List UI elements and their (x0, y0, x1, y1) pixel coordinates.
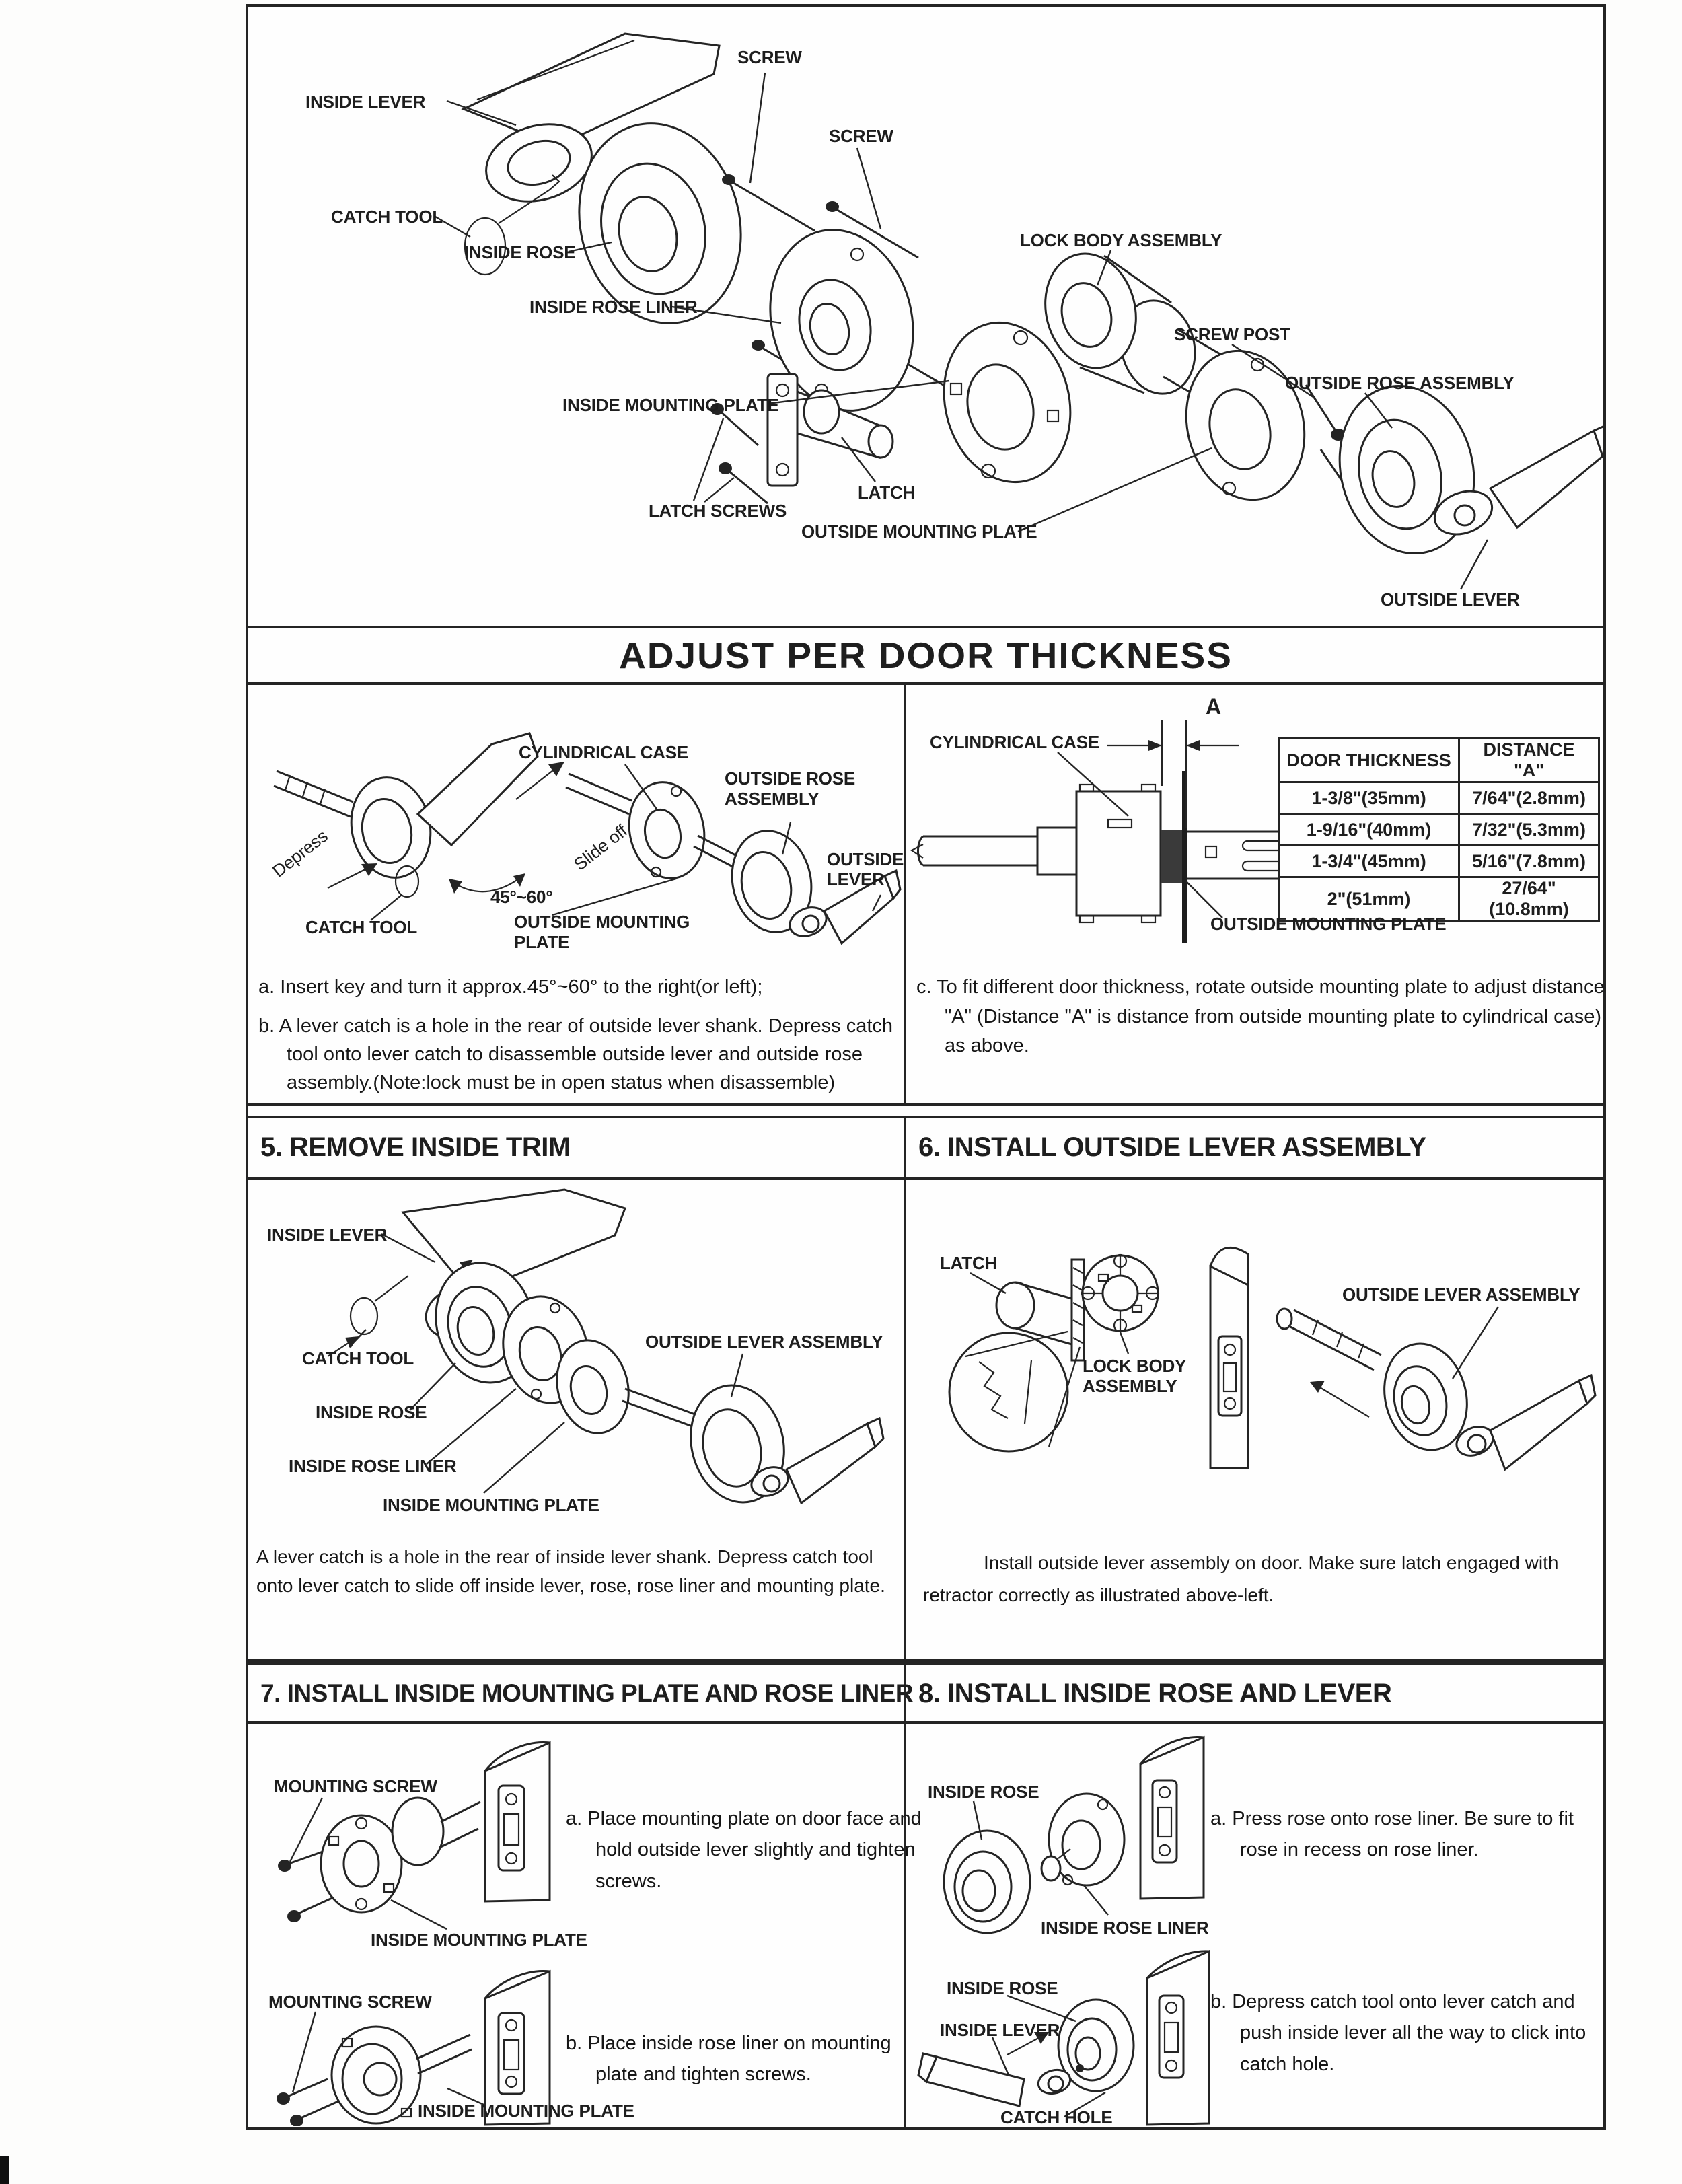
label-lock-body-assembly-s6: LOCK BODY ASSEMBLY (1083, 1356, 1186, 1396)
label-catch-hole-8b: CATCH HOLE (1000, 2107, 1113, 2127)
content-row-5-6 (248, 1180, 1603, 1662)
table-row (1279, 782, 1599, 814)
slide-off-annotation: Slide off (570, 820, 631, 875)
thickness-cell: 1-3/4"(45mm) (1279, 846, 1459, 877)
thickness-cell: 1-3/8"(35mm) (1279, 782, 1459, 814)
adjust-right-column (906, 685, 1605, 1103)
adjust-step-a: a. Insert key and turn it approx.45°~60° to the right(or left); (258, 976, 763, 998)
latch-screws-drawing (710, 403, 768, 503)
adjust-step-c: c. To fit different door thickness, rotate outside mounting plate to adjust distance "A" (Distance "A" is distance from outside mounting plate to cylindrical case) as above. (916, 976, 1605, 1056)
label-catch-tool-adjust: CATCH TOOL (305, 917, 418, 937)
label-inside-rose-liner-8a: INSIDE ROSE LINER (1041, 1918, 1209, 1938)
label-mounting-screw-7b: MOUNTING SCREW (268, 1992, 432, 2012)
label-inside-rose: INSIDE ROSE (464, 242, 576, 262)
label-inside-lever-8b: INSIDE LEVER (940, 2020, 1060, 2040)
label-outside-mounting-plate: OUTSIDE MOUNTING PLATE (801, 521, 1037, 542)
outside-rose-drawing (1322, 371, 1491, 568)
header-row-5-6 (248, 1116, 1603, 1180)
label-screw-post: SCREW POST (1174, 324, 1290, 344)
adjust-title-band (248, 628, 1603, 685)
outside-lever-assembly-drawing (1277, 1309, 1595, 1469)
label-catch-tool: CATCH TOOL (331, 207, 443, 227)
label-outside-rose-assembly: OUTSIDE ROSE ASSEMBLY (1285, 373, 1514, 393)
label-outside-mounting-plate-side: OUTSIDE MOUNTING PLATE (1210, 914, 1447, 934)
label-outside-mounting-plate-adjust: OUTSIDE MOUNTING PLATE (514, 912, 690, 952)
distance-cell: 7/64"(2.8mm) (1459, 782, 1599, 814)
label-inside-mounting-plate-7a: INSIDE MOUNTING PLATE (371, 1930, 587, 1950)
label-inside-mounting-plate: INSIDE MOUNTING PLATE (562, 395, 779, 415)
scan-artifact-mark (0, 2156, 9, 2184)
table-row (1279, 846, 1599, 877)
angle-annotation: 45°~60° (490, 887, 553, 907)
label-outside-lever-assembly-s6: OUTSIDE LEVER ASSEMBLY (1342, 1284, 1580, 1305)
table-header-door-thickness: DOOR THICKNESS (1279, 739, 1459, 782)
section5-header (248, 1118, 904, 1177)
label-latch-s6: LATCH (940, 1253, 998, 1273)
label-latch-screws: LATCH SCREWS (649, 501, 787, 521)
section7-step-a-text: a. Place mounting plate on door face and hold outside lever slightly and tighten screws. (566, 1808, 922, 1892)
distance-cell: 27/64"(10.8mm) (1459, 877, 1599, 921)
section8-content (906, 1724, 1601, 2127)
label-inside-mounting-plate-s5: INSIDE MOUNTING PLATE (383, 1495, 599, 1515)
adjust-section (248, 685, 1603, 1106)
label-latch: LATCH (858, 482, 916, 503)
step8a-drawing (944, 1737, 1204, 1933)
header-row-7-8 (248, 1662, 1603, 1724)
table-header-distance-a: DISTANCE "A" (1459, 739, 1599, 782)
label-dim-a: A (1206, 694, 1221, 719)
content-row-7-8 (248, 1724, 1603, 2127)
section6-body: Install outside lever assembly on door. Make sure latch engaged with retractor correctly as illustrated above-left. (923, 1552, 1559, 1605)
table-row (1279, 814, 1599, 846)
section8-header (906, 1665, 1601, 1721)
section6-title: 6. INSTALL OUTSIDE LEVER ASSEMBLY (918, 1132, 1426, 1162)
section6-content (906, 1180, 1601, 1659)
label-inside-rose-liner: INSIDE ROSE LINER (529, 297, 698, 317)
section7-title: 7. INSTALL INSIDE MOUNTING PLATE AND ROSE LINER (260, 1679, 914, 1707)
adjust-step-b: b. A lever catch is a hole in the rear of outside lever shank. Depress catch tool onto lever catch to disassemble outside lever and outside rose assembly.(Note:lock must be in open status when disassemble) (258, 1015, 893, 1094)
thickness-cell: 2"(51mm) (1279, 877, 1459, 921)
thickness-cell: 1-9/16"(40mm) (1279, 814, 1459, 846)
step7a-drawing (278, 1742, 550, 1922)
label-screw-right: SCREW (829, 126, 893, 146)
label-outside-lever-assembly-s5: OUTSIDE LEVER ASSEMBLY (645, 1332, 883, 1352)
section5-title: 5. REMOVE INSIDE TRIM (260, 1132, 571, 1162)
label-inside-rose-8b: INSIDE ROSE (947, 1978, 1058, 1998)
section6-diagram (906, 1180, 1601, 1540)
label-cylindrical-case-left: CYLINDRICAL CASE (519, 742, 689, 762)
leader-lines (435, 73, 1488, 589)
adjust-title: ADJUST PER DOOR THICKNESS (619, 634, 1233, 676)
distance-cell: 7/32"(5.3mm) (1459, 814, 1599, 846)
section5-body: A lever catch is a hole in the rear of inside lever shank. Depress catch tool onto lever catch to slide off inside lever, rose, rose liner and mounting plate. (256, 1546, 885, 1597)
section8-step-b-text: b. Depress catch tool onto lever catch and push inside lever all the way to click into catch hole. (1210, 1991, 1586, 2075)
label-lock-body-assembly: LOCK BODY ASSEMBLY (1020, 230, 1222, 250)
label-outside-rose-assembly-adjust: OUTSIDE ROSE ASSEMBLY (725, 768, 856, 809)
section8-step-a-text: a. Press rose onto rose liner. Be sure to fit rose in recess on rose liner. (1210, 1808, 1574, 1861)
instruction-sheet (246, 4, 1606, 2130)
label-screw-top: SCREW (737, 47, 802, 67)
label-catch-tool-s5: CATCH TOOL (302, 1348, 414, 1369)
label-mounting-screw-7a: MOUNTING SCREW (274, 1776, 437, 1796)
label-inside-rose-8a: INSIDE ROSE (928, 1782, 1039, 1802)
section8-title: 8. INSTALL INSIDE ROSE AND LEVER (918, 1679, 1392, 1708)
section7-header (248, 1665, 914, 1721)
label-outside-lever: OUTSIDE LEVER (1381, 589, 1520, 610)
depress-annotation: Depress (268, 826, 332, 881)
adjust-left-column (248, 685, 906, 1103)
section5-content (248, 1180, 906, 1659)
distance-cell: 5/16"(7.8mm) (1459, 846, 1599, 877)
section7-content (248, 1724, 922, 2127)
label-outside-lever-adjust: OUTSIDE LEVER (827, 849, 904, 889)
section7-step-b-text: b. Place inside rose liner on mounting plate and tighten screws. (566, 2033, 891, 2086)
label-inside-rose-liner-s5: INSIDE ROSE LINER (289, 1456, 457, 1476)
label-cylindrical-case-right: CYLINDRICAL CASE (930, 732, 1100, 752)
label-inside-lever: INSIDE LEVER (305, 92, 426, 112)
section6-header (906, 1118, 1601, 1177)
label-inside-rose-s5: INSIDE ROSE (316, 1402, 427, 1422)
exploded-view-section (248, 7, 1603, 628)
label-inside-mounting-plate-7b: INSIDE MOUNTING PLATE (418, 2101, 634, 2121)
label-inside-lever-s5: INSIDE LEVER (267, 1225, 388, 1245)
door-thickness-table (1278, 737, 1600, 922)
